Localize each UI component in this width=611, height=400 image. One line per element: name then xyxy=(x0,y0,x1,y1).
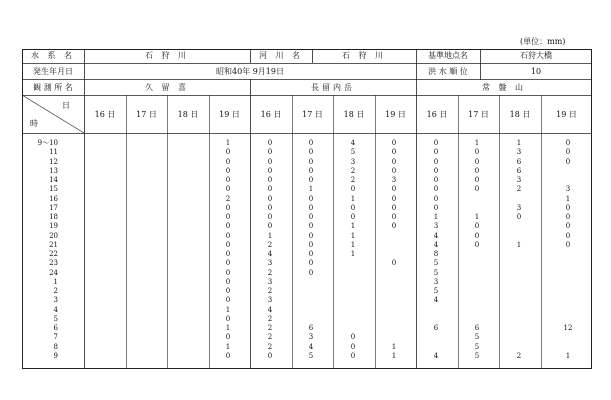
table-cell: 0 xyxy=(433,148,439,157)
hour-label: 8 xyxy=(53,342,58,351)
table-cell: 2 xyxy=(267,333,273,342)
table-cell: 2 xyxy=(267,287,273,295)
table-cell: 3 xyxy=(267,296,273,305)
table-cell: 0 xyxy=(267,166,273,175)
table-cell: 0 xyxy=(225,231,231,240)
table-cell: 0 xyxy=(474,176,480,184)
hour-label: 12 xyxy=(49,157,58,166)
table-cell: 1 xyxy=(308,185,314,194)
table-cell: 0 xyxy=(391,203,397,212)
table-cell: 3 xyxy=(433,222,439,231)
table-cell: 0 xyxy=(308,231,314,240)
table-cell: 1 xyxy=(474,139,480,147)
table-cell: 6 xyxy=(516,166,522,175)
table-cell: 0 xyxy=(565,231,571,240)
table-cell: 0 xyxy=(565,157,571,166)
table-cell: 0 xyxy=(565,203,571,212)
table-cell: 0 xyxy=(308,240,314,249)
table-cell: 6 xyxy=(474,324,480,332)
table-cell: 0 xyxy=(350,203,356,212)
table-cell: 5 xyxy=(433,268,439,277)
table-cell: 0 xyxy=(565,148,571,157)
table-cell: 0 xyxy=(433,185,439,194)
table-cell: 1 xyxy=(433,213,439,221)
day-header: 18 日 xyxy=(343,110,365,119)
table-cell: 5 xyxy=(308,351,314,360)
table-cell: 0 xyxy=(433,157,439,166)
base-point-label: 基準地点名 xyxy=(428,51,468,60)
hour-label: 9 xyxy=(53,351,58,360)
table-cell: 0 xyxy=(267,213,273,221)
table-cell: 2 xyxy=(225,194,231,203)
table-cell: 0 xyxy=(350,333,356,342)
hour-label: 16 xyxy=(49,194,58,203)
table-cell: 5 xyxy=(433,259,439,268)
table-cell: 0 xyxy=(391,166,397,175)
table-cell: 0 xyxy=(225,296,231,305)
table-cell: 1 xyxy=(516,139,522,147)
hour-label: 3 xyxy=(53,296,58,305)
table-cell: 0 xyxy=(308,194,314,203)
table-cell: 1 xyxy=(474,213,480,221)
table-cell: 0 xyxy=(350,213,356,221)
table-cell: 0 xyxy=(225,333,231,342)
hour-label: 18 xyxy=(49,213,58,221)
table-cell: 1 xyxy=(391,342,397,351)
table-cell: 0 xyxy=(350,351,356,360)
corner-hour-label: 時 xyxy=(30,119,38,128)
table-cell: 1 xyxy=(350,231,356,240)
day-header: 17 日 xyxy=(468,110,489,119)
hour-label: 13 xyxy=(49,166,58,175)
day-header: 16 日 xyxy=(94,110,116,119)
river-label: 河 川 名 xyxy=(258,51,304,60)
table-cell: 4 xyxy=(433,240,439,249)
table-cell: 0 xyxy=(267,222,273,231)
table-cell: 2 xyxy=(350,176,356,184)
hour-label: 14 xyxy=(49,176,58,184)
table-cell: 3 xyxy=(516,148,522,157)
table-cell: 0 xyxy=(308,268,314,277)
table-cell: 0 xyxy=(308,157,314,166)
table-cell: 0 xyxy=(474,166,480,175)
hour-label: 21 xyxy=(49,240,58,249)
table-cell: 0 xyxy=(565,222,571,231)
table-cell: 0 xyxy=(433,203,439,212)
hour-label: 7 xyxy=(53,333,58,342)
table-cell: 5 xyxy=(350,148,356,157)
table-cell: 1 xyxy=(225,139,231,147)
table-cell: 0 xyxy=(267,176,273,184)
river-system-label: 水 系 名 xyxy=(30,51,76,60)
table-cell: 1 xyxy=(225,342,231,351)
unit-note: (単位：mm) xyxy=(520,37,566,46)
table-cell: 3 xyxy=(516,176,522,184)
hour-label: 23 xyxy=(49,259,58,268)
river-value: 石 狩 川 xyxy=(341,51,387,60)
table-cell: 2 xyxy=(267,240,273,249)
table-cell: 4 xyxy=(267,305,273,314)
hour-label: 2 xyxy=(53,287,58,295)
flood-rank-label: 洪 水 順 位 xyxy=(428,67,468,76)
table-cell: 0 xyxy=(225,277,231,286)
hour-label: 5 xyxy=(53,314,58,323)
table-cell: 3 xyxy=(565,185,571,194)
hour-label: 11 xyxy=(49,148,58,157)
table-cell: 0 xyxy=(308,259,314,268)
table-cell: 3 xyxy=(350,157,356,166)
station-name: 久 留 喜 xyxy=(144,83,190,92)
table-cell: 0 xyxy=(474,148,480,157)
date-label: 発生年月日 xyxy=(33,67,73,76)
table-cell: 3 xyxy=(267,259,273,268)
table-cell: 0 xyxy=(433,176,439,184)
hour-label: 15 xyxy=(49,185,58,194)
table-cell: 0 xyxy=(225,287,231,295)
corner-day-label: 日 xyxy=(62,101,70,110)
table-cell: 0 xyxy=(225,148,231,157)
hour-label: 22 xyxy=(49,250,58,258)
table-cell: 4 xyxy=(433,231,439,240)
hour-label: 19 xyxy=(49,222,58,231)
table-cell: 12 xyxy=(563,324,573,332)
table-cell: 2 xyxy=(267,268,273,277)
base-point-value: 石狩大橋 xyxy=(520,51,552,60)
table-cell: 0 xyxy=(391,222,397,231)
table-cell: 2 xyxy=(267,324,273,332)
table-cell: 0 xyxy=(225,185,231,194)
table-cell: 0 xyxy=(225,314,231,323)
table-cell: 0 xyxy=(308,250,314,258)
table-cell: 0 xyxy=(391,157,397,166)
table-cell: 0 xyxy=(267,157,273,166)
hour-label: 4 xyxy=(53,305,58,314)
table-cell: 0 xyxy=(267,203,273,212)
table-cell: 0 xyxy=(225,213,231,221)
table-cell: 5 xyxy=(474,351,480,360)
day-header: 16 日 xyxy=(426,110,448,119)
table-cell: 0 xyxy=(225,166,231,175)
table-cell: 4 xyxy=(433,296,439,305)
table-cell: 5 xyxy=(474,342,480,351)
table-cell: 0 xyxy=(516,213,522,221)
table-cell: 1 xyxy=(516,240,522,249)
table-cell: 2 xyxy=(516,185,522,194)
table-cell: 3 xyxy=(433,277,439,286)
table-cell: 2 xyxy=(267,342,273,351)
table-cell: 0 xyxy=(308,213,314,221)
table-cell: 0 xyxy=(267,148,273,157)
table-cell: 0 xyxy=(225,351,231,360)
day-header: 17 日 xyxy=(302,110,323,119)
table-cell: 0 xyxy=(308,148,314,157)
table-cell: 0 xyxy=(225,222,231,231)
table-cell: 8 xyxy=(433,250,439,258)
table-cell: 0 xyxy=(565,213,571,221)
table-cell: 4 xyxy=(308,342,314,351)
table-cell: 6 xyxy=(308,324,314,332)
table-cell: 0 xyxy=(391,148,397,157)
table-cell: 0 xyxy=(225,268,231,277)
table-cell: 1 xyxy=(565,194,571,203)
table-cell: 0 xyxy=(225,176,231,184)
table-cell: 2 xyxy=(350,166,356,175)
table-cell: 3 xyxy=(516,203,522,212)
table-cell: 0 xyxy=(391,259,397,268)
station-name: 長留内岳 xyxy=(311,83,355,92)
table-cell: 1 xyxy=(225,324,231,332)
table-cell: 6 xyxy=(433,324,439,332)
table-cell: 0 xyxy=(267,139,273,147)
table-cell: 5 xyxy=(474,333,480,342)
table-cell: 1 xyxy=(350,222,356,231)
table-cell: 0 xyxy=(308,166,314,175)
table-cell: 0 xyxy=(267,351,273,360)
day-header: 19 日 xyxy=(385,110,406,119)
table-cell: 0 xyxy=(308,176,314,184)
table-cell: 1 xyxy=(267,231,273,240)
table-cell: 0 xyxy=(308,203,314,212)
river-system-value: 石 狩 川 xyxy=(144,51,190,60)
hour-label: 17 xyxy=(49,203,58,212)
date-value: 昭和40年 9月19日 xyxy=(216,67,284,76)
table-cell: 0 xyxy=(433,194,439,203)
hour-label: 20 xyxy=(49,231,58,240)
rainfall-sheet xyxy=(22,49,592,369)
table-cell: 0 xyxy=(308,139,314,147)
table-cell: 0 xyxy=(433,139,439,147)
station-label: 観 測 所 名 xyxy=(33,83,73,92)
table-cell: 0 xyxy=(225,240,231,249)
hour-label: 24 xyxy=(49,268,58,277)
flood-rank-value: 10 xyxy=(530,67,542,76)
table-cell: 0 xyxy=(474,231,480,240)
day-header: 19 日 xyxy=(219,110,240,119)
day-header: 18 日 xyxy=(177,110,199,119)
day-header: 16 日 xyxy=(260,110,282,119)
day-header: 17 日 xyxy=(136,110,157,119)
table-cell: 0 xyxy=(474,222,480,231)
table-cell: 2 xyxy=(516,351,522,360)
table-cell: 0 xyxy=(350,342,356,351)
hour-label: 6 xyxy=(53,324,58,332)
table-cell: 4 xyxy=(350,139,356,147)
table-cell: 5 xyxy=(433,287,439,295)
table-cell: 0 xyxy=(565,139,571,147)
table-cell: 3 xyxy=(308,333,314,342)
hour-label: 1 xyxy=(53,277,58,286)
table-cell: 1 xyxy=(350,250,356,258)
table-cell: 0 xyxy=(350,185,356,194)
table-cell: 0 xyxy=(308,222,314,231)
table-cell: 0 xyxy=(391,213,397,221)
table-cell: 0 xyxy=(474,157,480,166)
table-cell: 0 xyxy=(433,166,439,175)
table-cell: 1 xyxy=(225,305,231,314)
table-cell: 2 xyxy=(267,314,273,323)
table-cell: 4 xyxy=(267,250,273,258)
table-cell: 6 xyxy=(516,157,522,166)
table-cell: 0 xyxy=(225,259,231,268)
table-cell: 0 xyxy=(225,250,231,258)
day-header: 19 日 xyxy=(556,110,577,119)
table-cell: 0 xyxy=(391,139,397,147)
table-cell: 1 xyxy=(391,351,397,360)
table-cell: 0 xyxy=(391,185,397,194)
table-cell: 0 xyxy=(474,185,480,194)
table-cell: 3 xyxy=(391,176,397,184)
day-header: 18 日 xyxy=(509,110,531,119)
station-name: 常 盤 山 xyxy=(481,83,527,92)
table-cell: 0 xyxy=(474,240,480,249)
table-cell: 1 xyxy=(565,351,571,360)
table-cell: 0 xyxy=(267,194,273,203)
table-cell: 0 xyxy=(225,157,231,166)
table-cell: 0 xyxy=(391,194,397,203)
table-cell: 3 xyxy=(267,277,273,286)
table-cell: 4 xyxy=(433,351,439,360)
table-cell: 1 xyxy=(350,194,356,203)
table-cell: 0 xyxy=(267,185,273,194)
table-cell: 0 xyxy=(225,203,231,212)
table-cell: 1 xyxy=(350,240,356,249)
table-cell: 0 xyxy=(565,240,571,249)
hour-label: 9〜10 xyxy=(37,139,58,147)
